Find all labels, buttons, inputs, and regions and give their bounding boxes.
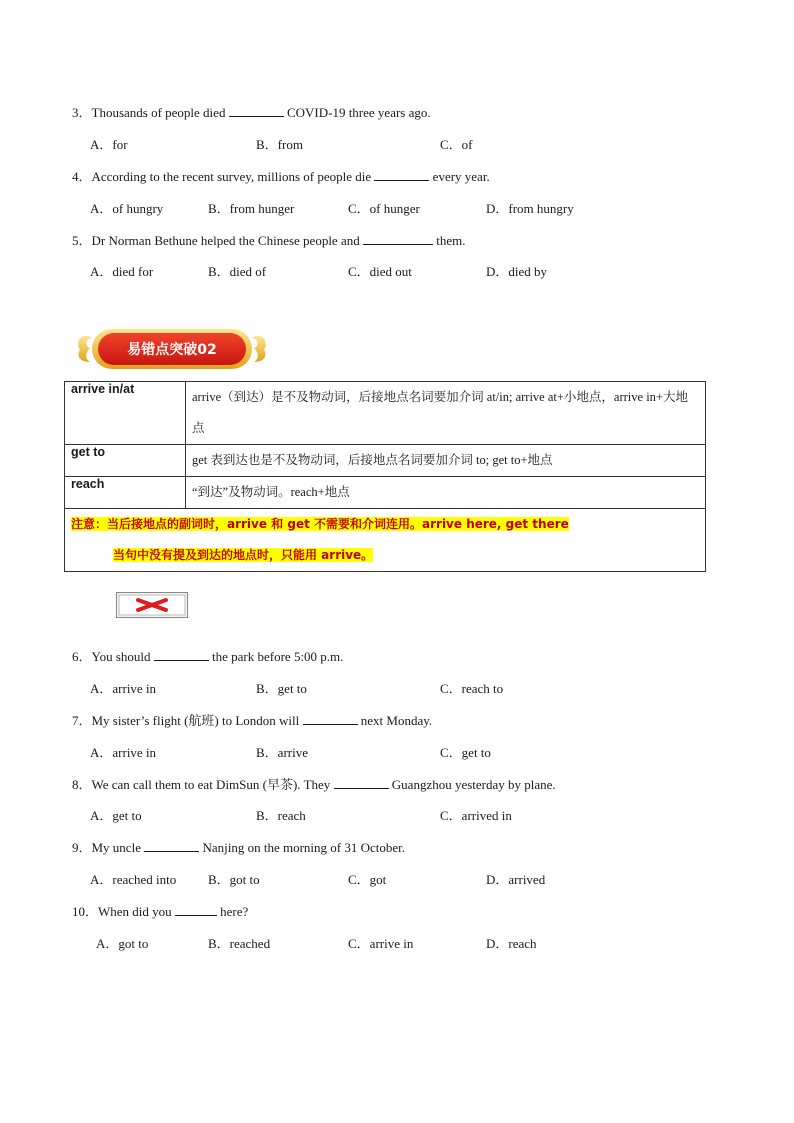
answer-blank[interactable] [154,648,209,661]
option-b[interactable]: B．reached [208,936,271,951]
option-c[interactable]: C．of [440,137,473,152]
cross-mark-icon [116,592,188,618]
option-c[interactable]: C．died out [348,264,412,279]
option-c[interactable]: C．got [348,872,387,887]
option-a[interactable]: A．died for [90,264,154,279]
option-b[interactable]: B．get to [256,681,307,696]
option-c[interactable]: C．of hunger [348,201,420,216]
option-d[interactable]: D．died by [486,264,548,279]
question-9 [72,837,405,856]
option-b[interactable]: B．arrive [256,745,308,760]
option-c[interactable]: C．arrived in [440,808,512,823]
options-5 [90,261,730,279]
note-cell [65,509,706,572]
options-9 [90,869,730,887]
term-cell: get to [65,445,186,477]
table-row [65,477,706,509]
question-stem-start: 9．My uncle [72,840,145,855]
answer-blank[interactable] [229,104,284,117]
question-6 [72,646,343,665]
question-stem-start: 7．My sister’s flight (航班) to London will [72,713,303,728]
answer-blank[interactable] [303,712,358,725]
question-stem-start: 3．Thousands of people died [72,105,229,120]
option-b[interactable]: B．reach [256,808,306,823]
answer-blank[interactable] [144,839,199,852]
option-a[interactable]: A．arrive in [90,745,157,760]
question-stem-end: next Monday. [357,713,433,728]
note-line-2: 当句中没有提及到达的地点时，只能用 arrive。 [113,548,374,562]
question-3 [72,102,431,121]
option-d[interactable]: D．arrived [486,872,546,887]
desc-cell: “到达”及物动词。reach+地点 [186,477,706,509]
answer-blank[interactable] [334,776,389,789]
option-a[interactable]: A．got to [96,936,149,951]
option-a[interactable]: A．get to [90,808,142,823]
question-stem-start: 8．We can call them to eat DimSun (早茶). They [72,777,334,792]
option-c[interactable]: C．arrive in [348,936,414,951]
rules-table [64,381,706,572]
options-6 [90,678,730,696]
term-cell: reach [65,477,186,509]
question-8 [72,774,556,793]
question-stem-end: Nanjing on the morning of 31 October. [199,840,406,855]
question-7 [72,710,432,729]
question-stem-end: COVID-19 three years ago. [283,105,431,120]
section-badge [72,324,272,374]
question-stem-start: 5．Dr Norman Bethune helped the Chinese people and [72,233,363,248]
options-8 [90,805,730,823]
question-stem-start: 4．According to the recent survey, millions of people die [72,169,375,184]
question-stem-end: every year. [429,169,490,184]
option-c[interactable]: C．reach to [440,681,504,696]
answer-blank[interactable] [363,232,433,245]
question-stem-start: 6．You should [72,649,154,664]
option-b[interactable]: B．from [256,137,303,152]
section-badge-title: 易错点突破02 [127,342,217,358]
question-stem-start: 10．When did you [72,904,175,919]
options-3 [90,134,730,152]
option-d[interactable]: D．from hungry [486,201,574,216]
term-cell: arrive in/at [65,382,186,445]
table-row [65,382,706,445]
option-c[interactable]: C．get to [440,745,491,760]
question-10 [72,901,248,920]
question-4 [72,166,490,185]
option-a[interactable]: A．arrive in [90,681,157,696]
answer-blank[interactable] [175,903,217,916]
table-row [65,445,706,477]
question-stem-end: here? [216,904,249,919]
question-stem-end: the park before 5:00 p.m. [208,649,344,664]
question-5 [72,230,465,249]
question-stem-end: Guangzhou yesterday by plane. [388,777,556,792]
options-10 [96,933,736,951]
options-4 [90,198,730,216]
desc-cell: arrive（到达）是不及物动词，后接地点名词要加介词 at/in; arrive at+小地点，arrive in+大地点 [186,382,706,445]
option-a[interactable]: A．for [90,137,128,152]
option-a[interactable]: A．of hungry [90,201,164,216]
option-b[interactable]: B．got to [208,872,260,887]
question-stem-end: them. [432,233,466,248]
option-b[interactable]: B．died of [208,264,267,279]
answer-blank[interactable] [374,168,429,181]
option-d[interactable]: D．reach [486,936,537,951]
options-7 [90,742,730,760]
desc-cell: get 表到达也是不及物动词，后接地点名词要加介词 to; get to+地点 [186,445,706,477]
option-a[interactable]: A．reached into [90,872,177,887]
option-b[interactable]: B．from hunger [208,201,295,216]
table-row-note [65,509,706,572]
note-line-1: 注意：当后接地点的副词时，arrive 和 get 不需要和介词连用。arrive here, get there [71,517,569,531]
